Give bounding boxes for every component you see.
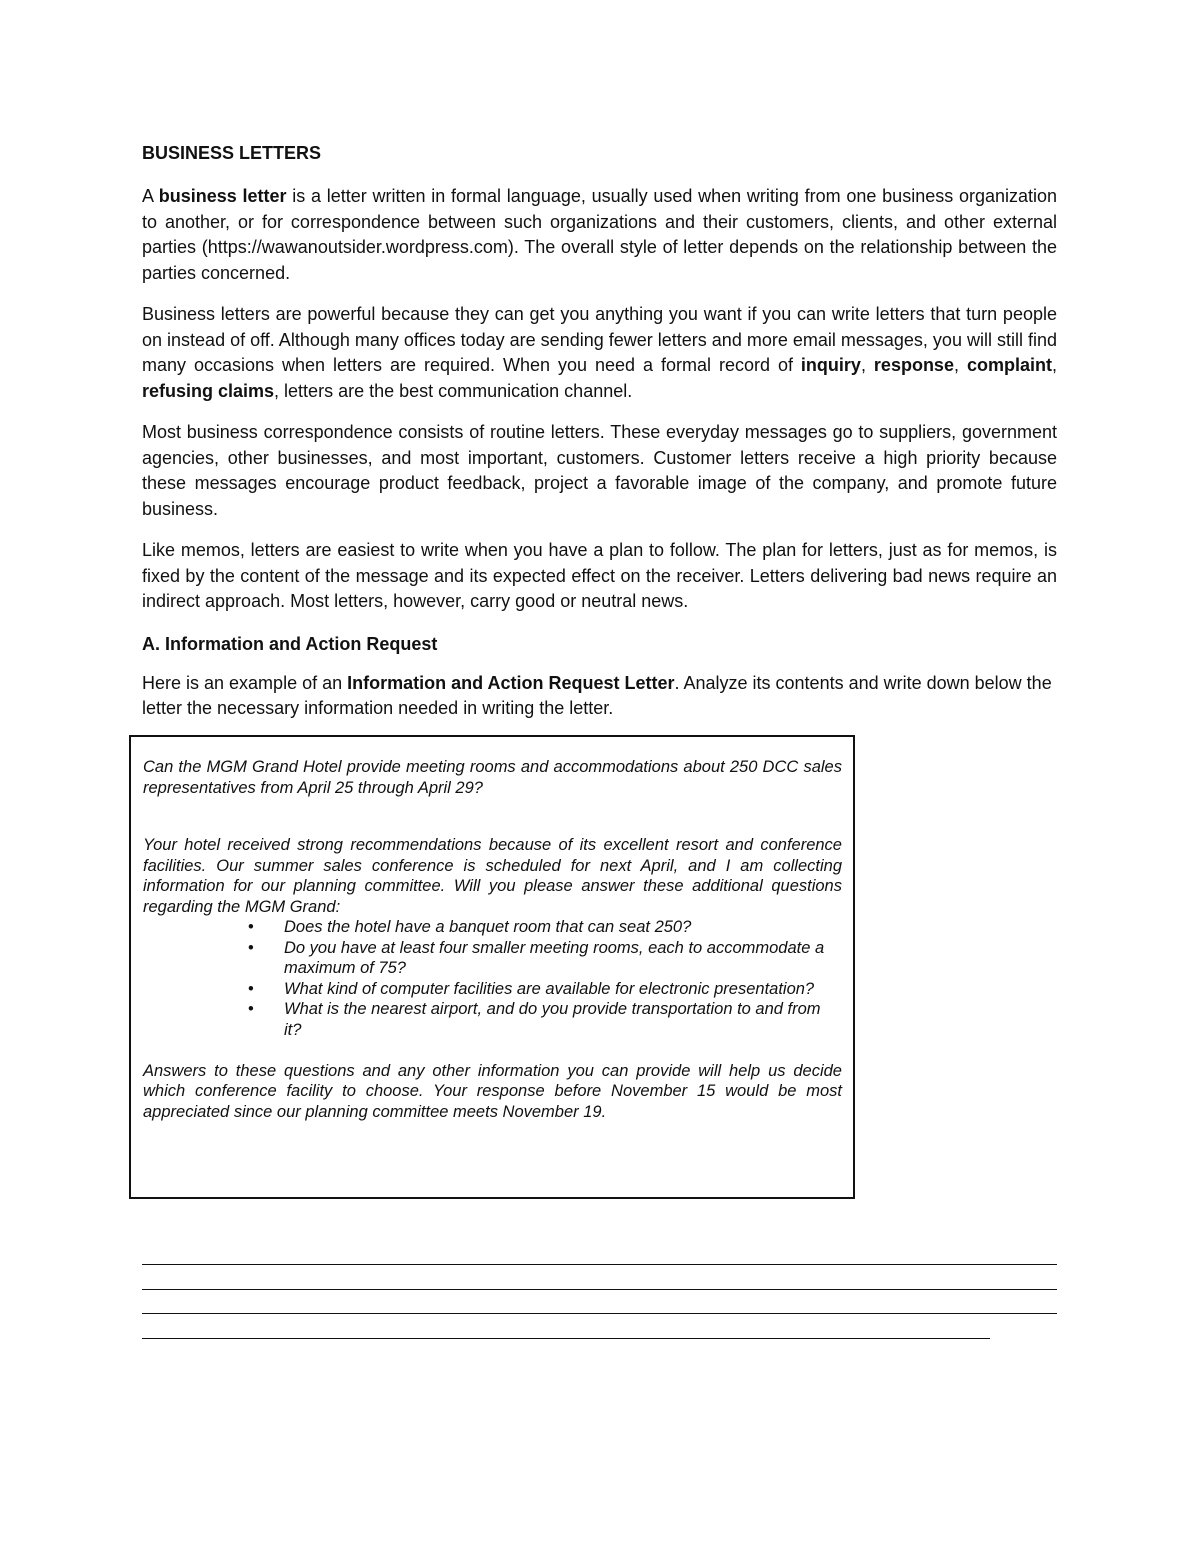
paragraph-power [142,302,1057,404]
bullet-icon: • [248,1000,254,1018]
page-title: BUSINESS LETTERS [142,143,322,163]
intro-text-a: Here is an example of an [142,672,348,693]
question-text: What kind of computer facilities are available for electronic presentation? [284,979,815,998]
term-inquiry: inquiry [800,355,861,375]
p2-sep2: , [953,355,967,375]
letter-question-list [143,917,842,1040]
question-text: Do you have at least four smaller meeting rooms, each to accommodate a maximum of 75? [284,938,825,977]
section-heading-a: A. Information and Action Request [142,633,438,654]
paragraph-intro [142,671,1057,721]
question-text: Does the hotel have a banquet room that can seat 250? [284,918,692,936]
letter-opening: Can the MGM Grand Hotel provide meeting rooms and accommodations about 250 DCC sales representatives from April 25 through April 29? [143,758,842,797]
letter-body: Your hotel received strong recommendations because of its excellent resort and conference facilities. Our summer sales conference is scheduled for next April, and I am collecting information for our planning committee. Will you please answer these additional questions regarding the MGM Grand: [143,836,842,916]
document-body [142,140,1057,735]
term-complaint: complaint [966,355,1052,375]
bullet-icon: • [248,938,254,957]
question-text: What is the nearest airport, and do you provide transportation to and from it? [284,1000,821,1039]
term-refusing-claims: refusing claims [142,380,275,401]
answer-line[interactable] [142,1338,990,1339]
p2-sep1: , [860,355,874,375]
term-response: response [873,355,954,375]
bullet-icon: • [248,918,254,936]
intro-term: Information and Action Request Letter [347,672,675,693]
paragraph-plan: Like memos, letters are easiest to write when you have a plan to follow. The plan for letters, just as for memos, is fixed by the content of the message and its expected effect on the receiver. Letters delivering bad news require an indirect approach. Most letters, however, carry good or neutral news. [142,540,1057,611]
paragraph-definition [142,184,1057,286]
list-item [248,979,842,1000]
p2-text-b: , letters are the best communication channel. [274,380,633,401]
intro-text-c: . Analyze its contents and write down below the letter the necessary information needed in writing the letter. [142,672,1052,718]
bullet-icon: • [248,979,254,998]
p1-text-a: A [142,186,159,206]
list-item [248,917,842,938]
answer-line[interactable] [142,1264,1057,1265]
p1-term: business letter [158,186,287,206]
list-item [248,938,842,979]
answer-lines[interactable] [142,1264,1057,1362]
p1-text-c: is a letter written in formal language, usually used when writing from one business organization to another, or for correspondence between such organizations and their customers, clients, and other external parties (https://wawanoutsider.wordpress.com). The overall style of letter depends on the relationship between the parties concerned. [142,186,1058,283]
p2-text-a: Business letters are powerful because they can get you anything you want if you can write letters that turn people on instead of off. Although many offices today are sending fewer letters and more email messages, you will still find many occasions when letters are required. When you need a formal record of [142,304,1057,375]
letter-closing: Answers to these questions and any other information you can provide will help us decide which conference facility to choose. Your response before November 15 would be most appreciated since our planning committee meets November 19. [143,1061,842,1121]
paragraph-routine: Most business correspondence consists of routine letters. These everyday messages go to suppliers, government agencies, other businesses, and most important, customers. Customer letters receive a high priority because these messages encourage product feedback, project a favorable image of the company, and promote future business. [142,422,1057,519]
answer-line[interactable] [142,1313,1057,1314]
answer-line[interactable] [142,1289,1057,1290]
example-letter-box [129,735,855,1199]
p2-sep3: , [1051,355,1057,375]
list-item [248,999,842,1040]
